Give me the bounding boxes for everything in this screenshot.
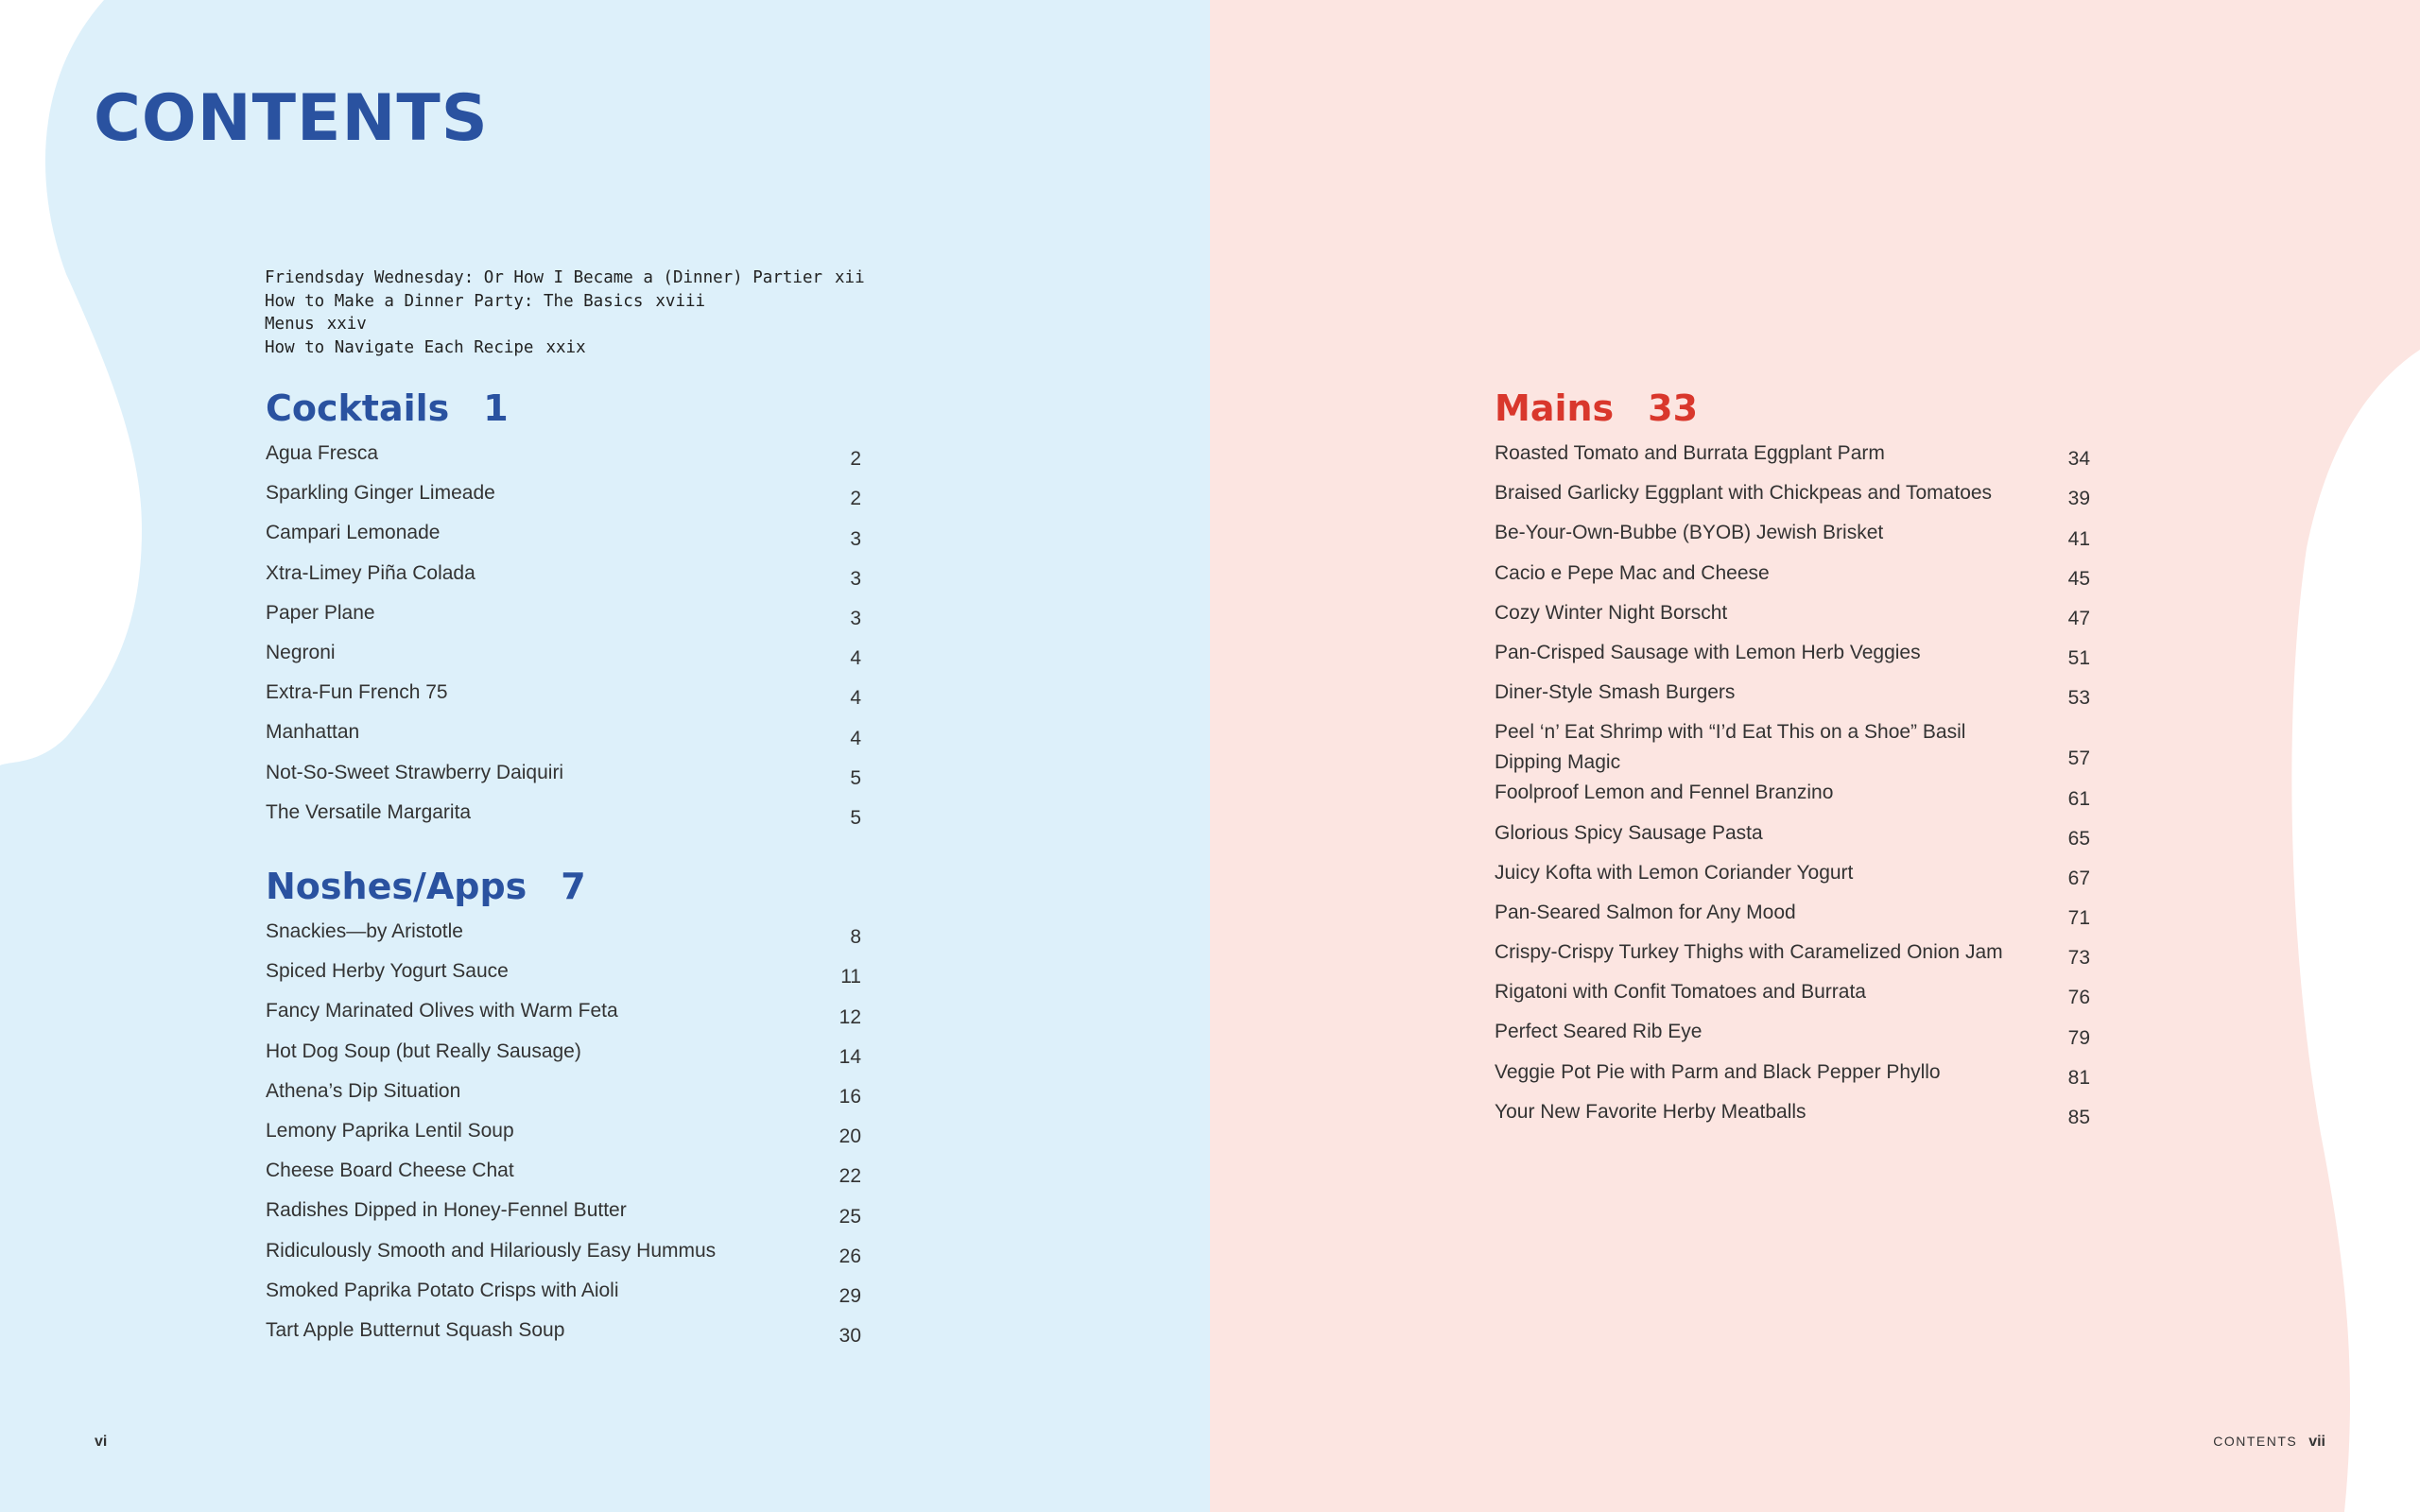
front-matter-page: xviii [655, 291, 706, 311]
entry-page-number: 22 [838, 1165, 861, 1188]
entry-page-number: 67 [2067, 867, 2090, 889]
entry-page-number: 20 [838, 1125, 861, 1148]
entry-page-number: 30 [838, 1325, 861, 1348]
entry-page-number: 34 [2067, 448, 2090, 471]
toc-entry[interactable] [266, 956, 861, 996]
entry-title: Manhattan [266, 721, 360, 744]
entry-title: Braised Garlicky Eggplant with Chickpeas and Tomatoes [1495, 482, 1993, 505]
entry-title: Paper Plane [266, 601, 375, 624]
section-page: 33 [1648, 387, 1699, 429]
entry-title: Veggie Pot Pie with Parm and Black Pepper Phyllo [1495, 1060, 1941, 1083]
entry-title: Radishes Dipped in Honey-Fennel Butter [266, 1199, 627, 1222]
toc-entry[interactable] [1495, 1097, 2090, 1137]
front-matter-page: xxix [545, 337, 586, 357]
entry-page-number: 11 [840, 966, 861, 988]
toc-entry[interactable] [266, 638, 861, 678]
entry-title: Smoked Paprika Potato Crisps with Aioli [266, 1279, 619, 1301]
entry-title: Be-Your-Own-Bubbe (BYOB) Jewish Brisket [1495, 522, 1884, 544]
toc-entry[interactable] [266, 1195, 861, 1235]
toc-entry[interactable] [266, 1116, 861, 1156]
entry-page-number: 79 [2067, 1026, 2090, 1049]
toc-entry[interactable] [1495, 678, 2090, 717]
toc-entry[interactable] [266, 758, 861, 798]
toc-entry[interactable] [1495, 478, 2090, 518]
toc-entry[interactable] [1495, 717, 2090, 778]
front-matter-item[interactable] [265, 336, 865, 360]
entry-title: Not-So-Sweet Strawberry Daiquiri [266, 761, 564, 783]
toc-entry[interactable] [266, 1076, 861, 1116]
entry-title: Agua Fresca [266, 442, 379, 464]
section-heading[interactable] [266, 866, 861, 917]
entry-title: Lemony Paprika Lentil Soup [266, 1119, 514, 1142]
toc-entry[interactable] [266, 996, 861, 1036]
toc-entry[interactable] [266, 438, 861, 478]
entry-page-number: 81 [2067, 1066, 2090, 1089]
toc-entry[interactable] [266, 678, 861, 717]
entry-title: Glorious Spicy Sausage Pasta [1495, 821, 1763, 844]
section-title: Mains [1495, 387, 1615, 429]
toc-entry[interactable] [266, 478, 861, 518]
toc-entry[interactable] [266, 798, 861, 837]
page-number-left: vi [95, 1434, 108, 1450]
entry-title: Juicy Kofta with Lemon Coriander Yogurt [1495, 861, 1854, 884]
front-matter-label: How to Make a Dinner Party: The Basics [265, 291, 644, 311]
section-cocktails [266, 387, 861, 837]
toc-entry[interactable] [1495, 1057, 2090, 1097]
entry-title: Foolproof Lemon and Fennel Branzino [1495, 782, 1834, 804]
section-page: 1 [483, 387, 509, 429]
entry-page-number: 47 [2067, 607, 2090, 629]
toc-entry[interactable] [266, 598, 861, 638]
entry-page-number: 26 [838, 1245, 861, 1267]
entry-title: Pan-Crisped Sausage with Lemon Herb Veggies [1495, 641, 1921, 663]
page-title: CONTENTS [94, 81, 489, 156]
entry-page-number: 85 [2067, 1107, 2090, 1128]
running-head: CONTENTS [2213, 1434, 2298, 1449]
toc-entry[interactable] [1495, 598, 2090, 638]
entry-list [1495, 438, 2090, 1137]
entry-page-number: 2 [850, 488, 861, 510]
entry-title: Pan-Seared Salmon for Any Mood [1495, 901, 1796, 923]
entry-title: Cacio e Pepe Mac and Cheese [1495, 561, 1770, 584]
section-heading[interactable] [266, 387, 861, 438]
toc-entry[interactable] [1495, 898, 2090, 937]
entry-page-number: 25 [838, 1205, 861, 1228]
section-mains [1495, 387, 2090, 1137]
toc-entry[interactable] [1495, 858, 2090, 898]
entry-page-number: 57 [2067, 747, 2090, 770]
toc-entry[interactable] [1495, 778, 2090, 817]
front-matter-label: How to Navigate Each Recipe [265, 337, 534, 357]
front-matter-label: Menus [265, 315, 315, 334]
section-noshes-apps [266, 866, 861, 1355]
entry-title: Fancy Marinated Olives with Warm Feta [266, 1000, 618, 1022]
entry-page-number: 14 [838, 1045, 861, 1068]
entry-list [266, 438, 861, 837]
entry-page-number: 16 [838, 1085, 861, 1108]
front-matter-item[interactable] [265, 290, 865, 314]
entry-page-number: 3 [850, 527, 861, 550]
entry-title: Spiced Herby Yogurt Sauce [266, 960, 509, 983]
entry-title: Peel ‘n’ Eat Shrimp with “I’d Eat This on a Shoe” Basil Dipping Magic [1495, 721, 1966, 774]
section-title: Cocktails [266, 387, 450, 429]
toc-entry[interactable] [266, 1037, 861, 1076]
entry-page-number: 12 [838, 1005, 861, 1028]
toc-entry[interactable] [1495, 818, 2090, 858]
front-matter-page: xxiv [326, 315, 367, 334]
entry-title: Perfect Seared Rib Eye [1495, 1021, 1703, 1043]
entry-page-number: 39 [2067, 488, 2090, 510]
toc-entry[interactable] [1495, 937, 2090, 977]
entry-page-number: 53 [2067, 687, 2090, 710]
entry-page-number: 65 [2067, 827, 2090, 850]
entry-page-number: 45 [2067, 567, 2090, 590]
entry-page-number: 61 [2067, 787, 2090, 810]
toc-entry[interactable] [266, 917, 861, 956]
front-matter-page: xii [835, 268, 865, 287]
entry-title: Cozy Winter Night Borscht [1495, 601, 1728, 624]
entry-title: Snackies—by Aristotle [266, 920, 463, 942]
toc-entry[interactable] [1495, 1017, 2090, 1057]
toc-entry[interactable] [266, 1236, 861, 1276]
toc-entry[interactable] [1495, 438, 2090, 478]
entry-title: Hot Dog Soup (but Really Sausage) [266, 1040, 581, 1062]
page-number-right: vii [2308, 1434, 2325, 1450]
entry-title: Crispy-Crispy Turkey Thighs with Caramelized Onion Jam [1495, 941, 2003, 964]
entry-page-number: 5 [850, 766, 861, 789]
footer-right [2213, 1434, 2325, 1451]
entry-page-number: 4 [850, 687, 861, 710]
entry-title: Extra-Fun French 75 [266, 681, 448, 704]
toc-entry[interactable] [1495, 518, 2090, 558]
toc-entry[interactable] [266, 1156, 861, 1195]
entry-title: Negroni [266, 641, 336, 663]
section-page: 7 [561, 866, 586, 907]
entry-page-number: 5 [850, 806, 861, 829]
entry-page-number: 71 [2067, 907, 2090, 930]
entry-page-number: 41 [2067, 527, 2090, 550]
entry-page-number: 4 [850, 727, 861, 749]
entry-page-number: 2 [850, 448, 861, 471]
entry-title: Diner-Style Smash Burgers [1495, 681, 1736, 704]
section-heading[interactable] [1495, 387, 2090, 438]
toc-entry[interactable] [1495, 558, 2090, 598]
entry-title: Cheese Board Cheese Chat [266, 1160, 514, 1182]
entry-page-number: 3 [850, 567, 861, 590]
front-matter-item[interactable] [265, 313, 865, 336]
toc-entry[interactable] [266, 1315, 861, 1355]
entry-page-number: 73 [2067, 947, 2090, 970]
entry-page-number: 3 [850, 607, 861, 629]
entry-title: Your New Favorite Herby Meatballs [1495, 1100, 1806, 1123]
toc-entry[interactable] [1495, 977, 2090, 1017]
entry-page-number: 29 [838, 1284, 861, 1307]
front-matter-label: Friendsday Wednesday: Or How I Became a (Dinner) Partier [265, 268, 823, 287]
entry-page-number: 76 [2067, 987, 2090, 1009]
entry-title: Xtra-Limey Piña Colada [266, 561, 475, 584]
entry-list [266, 917, 861, 1355]
toc-entry[interactable] [266, 558, 861, 598]
entry-title: Sparkling Ginger Limeade [266, 482, 495, 505]
toc-entry[interactable] [266, 1276, 861, 1315]
entry-title: Campari Lemonade [266, 522, 441, 544]
entry-title: Ridiculously Smooth and Hilariously Easy Hummus [266, 1239, 717, 1262]
toc-entry[interactable] [266, 717, 861, 757]
entry-page-number: 51 [2067, 647, 2090, 670]
toc-entry[interactable] [266, 518, 861, 558]
section-title: Noshes/Apps [266, 866, 527, 907]
entry-title: The Versatile Margarita [266, 800, 472, 823]
entry-title: Rigatoni with Confit Tomatoes and Burrata [1495, 981, 1866, 1004]
toc-entry[interactable] [1495, 638, 2090, 678]
front-matter-list [265, 266, 865, 359]
entry-title: Roasted Tomato and Burrata Eggplant Parm [1495, 442, 1885, 464]
entry-page-number: 8 [850, 926, 861, 949]
entry-title: Athena’s Dip Situation [266, 1079, 461, 1102]
front-matter-item[interactable] [265, 266, 865, 290]
entry-title: Tart Apple Butternut Squash Soup [266, 1318, 565, 1341]
entry-page-number: 4 [850, 647, 861, 670]
